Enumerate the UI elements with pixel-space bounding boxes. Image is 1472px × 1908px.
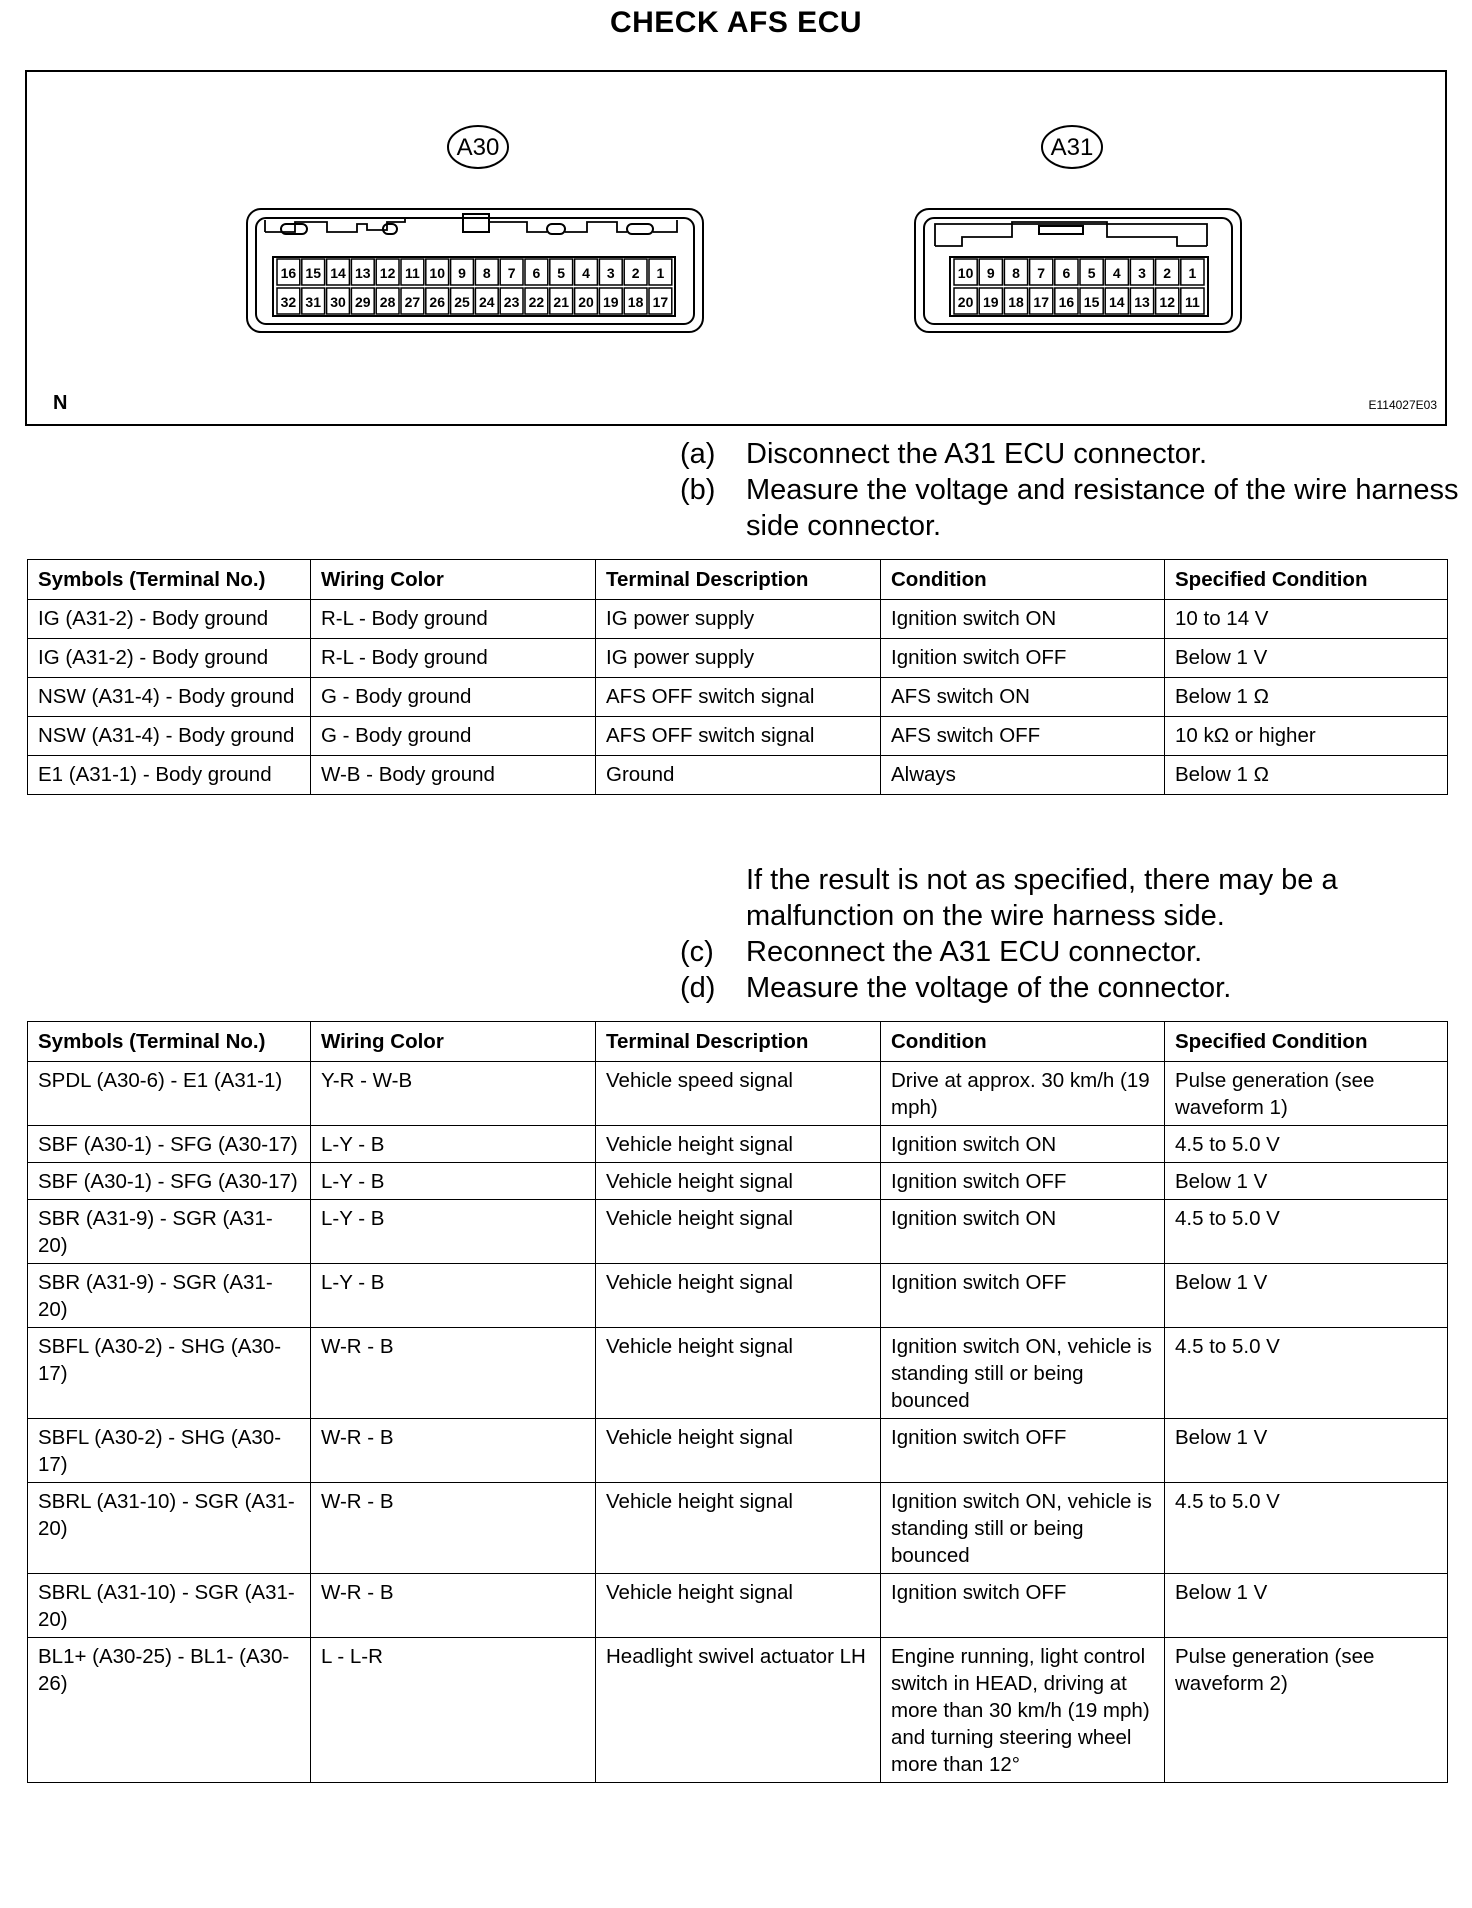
pin-number: 7 xyxy=(1037,265,1046,281)
table-row xyxy=(28,1419,1448,1483)
table-cell: Pulse generation (see waveform 1) xyxy=(1165,1062,1448,1126)
step-a xyxy=(680,436,1466,472)
pin-number: 22 xyxy=(528,294,545,310)
connector-a31-pins xyxy=(954,259,1204,314)
pin-number: 30 xyxy=(330,294,346,310)
table-row xyxy=(28,600,1448,639)
pin-number: 31 xyxy=(305,294,321,310)
step-label: (b) xyxy=(680,474,716,506)
pin-number: 8 xyxy=(1012,265,1020,281)
table-cell: Below 1 V xyxy=(1165,1264,1448,1328)
table-cell: Below 1 Ω xyxy=(1165,756,1448,795)
table-row xyxy=(28,1328,1448,1419)
table-cell: SBRL (A31-10) - SGR (A31-20) xyxy=(28,1483,311,1574)
pin-number: 8 xyxy=(482,265,491,281)
pin-number: 26 xyxy=(429,294,445,310)
table-row xyxy=(28,1126,1448,1163)
connector-a30-label: A30 xyxy=(456,134,500,161)
table-cell: Below 1 V xyxy=(1165,1574,1448,1638)
table-cell: R-L - Body ground xyxy=(311,600,596,639)
table-cell: Y-R - W-B xyxy=(311,1062,596,1126)
steps-group-1 xyxy=(680,436,1466,544)
table-cell: L - L-R xyxy=(311,1638,596,1783)
pin-number: 3 xyxy=(606,265,615,281)
table-cell: Ignition switch ON xyxy=(881,600,1165,639)
pin-number: 5 xyxy=(1087,265,1096,281)
table-cell: Vehicle height signal xyxy=(596,1419,881,1483)
wire-harness-table xyxy=(27,559,1448,795)
table-cell: Vehicle height signal xyxy=(596,1483,881,1574)
pin-number: 11 xyxy=(1184,294,1200,310)
pin-number: 5 xyxy=(557,265,566,281)
pin-number: 4 xyxy=(582,265,590,281)
table-cell: 10 kΩ or higher xyxy=(1165,717,1448,756)
table-cell: Vehicle speed signal xyxy=(596,1062,881,1126)
column-header: Terminal Description xyxy=(596,1022,881,1062)
table-cell: Vehicle height signal xyxy=(596,1200,881,1264)
table-cell: NSW (A31-4) - Body ground xyxy=(28,678,311,717)
table-cell: W-R - B xyxy=(311,1419,596,1483)
table-cell: Ignition switch ON xyxy=(881,1200,1165,1264)
table-cell: Ground xyxy=(596,756,881,795)
table-cell: Vehicle height signal xyxy=(596,1574,881,1638)
table-cell: IG (A31-2) - Body ground xyxy=(28,639,311,678)
table-cell: SBFL (A30-2) - SHG (A30-17) xyxy=(28,1328,311,1419)
table-cell: G - Body ground xyxy=(311,678,596,717)
table-row xyxy=(28,1200,1448,1264)
figure-corner-mark: N xyxy=(53,392,68,414)
column-header: Wiring Color xyxy=(311,560,596,600)
table-row xyxy=(28,756,1448,795)
pin-number: 2 xyxy=(1163,265,1172,281)
table-cell: W-R - B xyxy=(311,1574,596,1638)
table-header-row xyxy=(28,560,1448,600)
connector-voltage-table xyxy=(27,1021,1448,1783)
column-header: Symbols (Terminal No.) xyxy=(28,560,311,600)
pin-number: 20 xyxy=(957,294,974,310)
steps-group-2 xyxy=(680,862,1466,1006)
table-row xyxy=(28,639,1448,678)
column-header: Condition xyxy=(881,1022,1165,1062)
table-cell: 10 to 14 V xyxy=(1165,600,1448,639)
pin-number: 14 xyxy=(330,265,346,281)
table-cell: Ignition switch ON xyxy=(881,1126,1165,1163)
pin-number: 24 xyxy=(479,294,495,310)
table-cell: E1 (A31-1) - Body ground xyxy=(28,756,311,795)
step-label: (a) xyxy=(680,438,716,470)
column-header: Wiring Color xyxy=(311,1022,596,1062)
table-cell: AFS OFF switch signal xyxy=(596,678,881,717)
pin-number: 15 xyxy=(1083,294,1100,310)
table-cell: Vehicle height signal xyxy=(596,1328,881,1419)
table-cell: Below 1 V xyxy=(1165,1163,1448,1200)
pin-number: 32 xyxy=(280,294,297,310)
table-cell: Vehicle height signal xyxy=(596,1264,881,1328)
table-row xyxy=(28,1483,1448,1574)
table-cell: SBFL (A30-2) - SHG (A30-17) xyxy=(28,1419,311,1483)
table-cell: W-B - Body ground xyxy=(311,756,596,795)
connector-diagram xyxy=(27,72,1445,424)
table-row xyxy=(28,1638,1448,1783)
table-cell: AFS switch OFF xyxy=(881,717,1165,756)
pin-number: 17 xyxy=(1033,294,1049,310)
pin-number: 1 xyxy=(1188,265,1197,281)
table-cell: IG power supply xyxy=(596,600,881,639)
step-c xyxy=(680,934,1466,970)
table-cell: Pulse generation (see waveform 2) xyxy=(1165,1638,1448,1783)
pin-number: 12 xyxy=(379,265,396,281)
pin-number: 20 xyxy=(578,294,594,310)
step-b xyxy=(680,472,1466,544)
column-header: Condition xyxy=(881,560,1165,600)
table-cell: 4.5 to 5.0 V xyxy=(1165,1483,1448,1574)
step-text: Measure the voltage of the connector. xyxy=(746,972,1232,1004)
pin-number: 11 xyxy=(404,265,420,281)
table-cell: L-Y - B xyxy=(311,1126,596,1163)
table-cell: W-R - B xyxy=(311,1483,596,1574)
table-cell: Below 1 V xyxy=(1165,639,1448,678)
pin-number: 23 xyxy=(503,294,520,310)
result-note: If the result is not as specified, there may be a malfunction on the wire harness side. xyxy=(746,864,1338,932)
table-cell: SBR (A31-9) - SGR (A31-20) xyxy=(28,1200,311,1264)
table-cell: G - Body ground xyxy=(311,717,596,756)
table-cell: 4.5 to 5.0 V xyxy=(1165,1126,1448,1163)
table-row xyxy=(28,1163,1448,1200)
pin-number: 18 xyxy=(627,294,644,310)
table-cell: AFS OFF switch signal xyxy=(596,717,881,756)
table-row xyxy=(28,678,1448,717)
table-cell: Ignition switch OFF xyxy=(881,1574,1165,1638)
table-row xyxy=(28,1264,1448,1328)
table-cell: BL1+ (A30-25) - BL1- (A30-26) xyxy=(28,1638,311,1783)
page-title: CHECK AFS ECU xyxy=(609,6,863,39)
table-cell: Always xyxy=(881,756,1165,795)
pin-number: 10 xyxy=(957,265,974,281)
table-header-row xyxy=(28,1022,1448,1062)
table-row xyxy=(28,1062,1448,1126)
pin-number: 28 xyxy=(379,294,396,310)
pin-number: 4 xyxy=(1112,265,1121,281)
pin-number: 9 xyxy=(458,265,466,281)
table-cell: L-Y - B xyxy=(311,1200,596,1264)
connector-a30-pins xyxy=(277,259,672,314)
table-cell: Vehicle height signal xyxy=(596,1126,881,1163)
table-cell: L-Y - B xyxy=(311,1163,596,1200)
step-d xyxy=(680,970,1466,1006)
table-cell: Headlight swivel actuator LH xyxy=(596,1638,881,1783)
table-cell: SBF (A30-1) - SFG (A30-17) xyxy=(28,1163,311,1200)
pin-number: 17 xyxy=(652,294,669,310)
pin-number: 15 xyxy=(305,265,321,281)
pin-number: 13 xyxy=(355,265,371,281)
table-cell: IG power supply xyxy=(596,639,881,678)
table-cell: AFS switch ON xyxy=(881,678,1165,717)
step-label: (c) xyxy=(680,936,714,968)
connector-figure xyxy=(25,70,1447,426)
pin-number: 12 xyxy=(1159,294,1175,310)
table-cell: L-Y - B xyxy=(311,1264,596,1328)
note-row xyxy=(680,862,1466,934)
table-row xyxy=(28,717,1448,756)
table-cell: Engine running, light control switch in HEAD, driving at more than 30 km/h (19 mph) and turning steering wheel more than 12° xyxy=(881,1638,1165,1783)
table-cell: Ignition switch ON, vehicle is standing still or being bounced xyxy=(881,1328,1165,1419)
table-cell: SBF (A30-1) - SFG (A30-17) xyxy=(28,1126,311,1163)
table-cell: SBRL (A31-10) - SGR (A31-20) xyxy=(28,1574,311,1638)
pin-number: 25 xyxy=(454,294,470,310)
table-row xyxy=(28,1574,1448,1638)
table-cell: Drive at approx. 30 km/h (19 mph) xyxy=(881,1062,1165,1126)
pin-number: 10 xyxy=(429,265,445,281)
step-label: (d) xyxy=(680,972,716,1004)
pin-number: 18 xyxy=(1008,294,1024,310)
connector-a31-label: A31 xyxy=(1050,134,1094,161)
pin-number: 21 xyxy=(553,294,569,310)
table-cell: Ignition switch OFF xyxy=(881,639,1165,678)
table-cell: Vehicle height signal xyxy=(596,1163,881,1200)
table-cell: W-R - B xyxy=(311,1328,596,1419)
pin-number: 13 xyxy=(1134,294,1150,310)
step-text: Disconnect the A31 ECU connector. xyxy=(746,438,1208,470)
table-cell: 4.5 to 5.0 V xyxy=(1165,1200,1448,1264)
table-cell: 4.5 to 5.0 V xyxy=(1165,1328,1448,1419)
table-cell: Ignition switch OFF xyxy=(881,1163,1165,1200)
pin-number: 27 xyxy=(404,294,421,310)
figure-code: E114027E03 xyxy=(1368,398,1437,412)
step-text: Reconnect the A31 ECU connector. xyxy=(746,936,1203,968)
pin-number: 29 xyxy=(355,294,371,310)
table-cell: Ignition switch OFF xyxy=(881,1419,1165,1483)
table-cell: NSW (A31-4) - Body ground xyxy=(28,717,311,756)
pin-number: 14 xyxy=(1109,294,1125,310)
pin-number: 7 xyxy=(507,265,516,281)
column-header: Symbols (Terminal No.) xyxy=(28,1022,311,1062)
table-cell: Ignition switch ON, vehicle is standing still or being bounced xyxy=(881,1483,1165,1574)
pin-number: 3 xyxy=(1138,265,1146,281)
table-cell: Below 1 V xyxy=(1165,1419,1448,1483)
table-cell: SPDL (A30-6) - E1 (A31-1) xyxy=(28,1062,311,1126)
table-cell: R-L - Body ground xyxy=(311,639,596,678)
pin-number: 19 xyxy=(603,294,619,310)
pin-number: 19 xyxy=(983,294,999,310)
table-cell: Ignition switch OFF xyxy=(881,1264,1165,1328)
pin-number: 1 xyxy=(656,265,665,281)
column-header: Specified Condition xyxy=(1165,560,1448,600)
pin-number: 6 xyxy=(1062,265,1071,281)
pin-number: 16 xyxy=(280,265,297,281)
table-cell: IG (A31-2) - Body ground xyxy=(28,600,311,639)
pin-number: 6 xyxy=(532,265,541,281)
pin-number: 2 xyxy=(631,265,640,281)
pin-number: 16 xyxy=(1058,294,1075,310)
column-header: Terminal Description xyxy=(596,560,881,600)
column-header: Specified Condition xyxy=(1165,1022,1448,1062)
table-cell: Below 1 Ω xyxy=(1165,678,1448,717)
pin-number: 9 xyxy=(986,265,995,281)
step-text: Measure the voltage and resistance of the wire harness side connector. xyxy=(746,474,1459,542)
table-cell: SBR (A31-9) - SGR (A31-20) xyxy=(28,1264,311,1328)
